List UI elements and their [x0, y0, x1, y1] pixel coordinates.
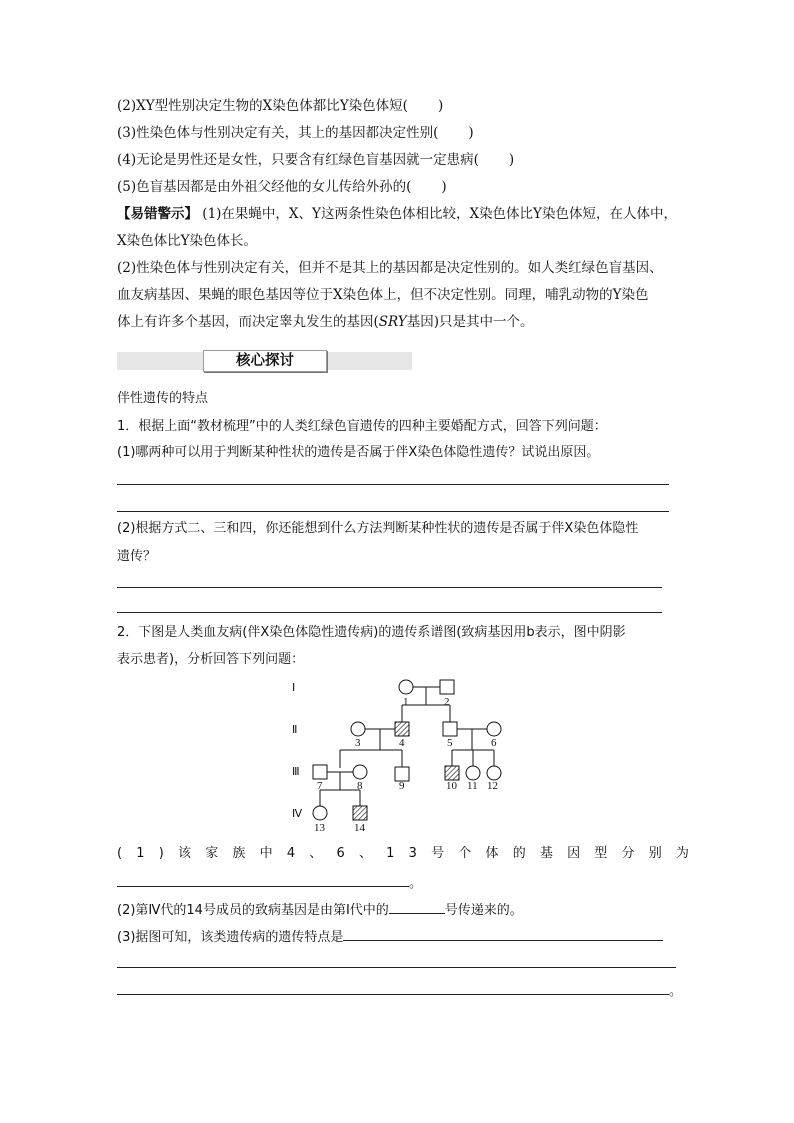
question-1-sub-1: (1)哪两种可以用于判断某种性状的遗传是否属于伴X染色体隐性遗传？试说出原因。	[117, 445, 600, 460]
individual-7-male	[313, 765, 327, 779]
individual-label: 12	[487, 780, 498, 792]
individual-label: 4	[399, 737, 405, 749]
individual-label: 5	[447, 737, 453, 749]
judgment-item-5: (5)色盲基因都是由外祖父经他的女儿传给外孙的( )	[117, 179, 447, 195]
individual-12-female	[487, 766, 501, 780]
question-2-stem-line-2: 表示患者)，分析回答下列问题：	[117, 652, 305, 667]
individual-label: 9	[399, 780, 405, 792]
individual-label: 13	[314, 822, 325, 834]
individual-14-affected-male	[353, 806, 367, 820]
warning-tag: 【易错警示】	[117, 206, 198, 222]
individual-label: 11	[467, 780, 478, 792]
warning-line-2: X染色体比Y染色体长。	[117, 233, 258, 249]
individual-label: 6	[491, 737, 497, 749]
judgment-item-2: (2)XY型性别决定生物的X染色体都比Y染色体短( )	[117, 98, 444, 114]
answer-line[interactable]	[117, 967, 676, 968]
individual-label: 10	[446, 780, 457, 792]
question-2-sub-3: (3)据图可知，该类遗传病的遗传特点是	[117, 926, 663, 947]
section-title: 核心探讨	[203, 350, 327, 372]
judgment-item-3: (3)性染色体与性别决定有关，其上的基因都决定性别( )	[117, 125, 474, 141]
answer-blank[interactable]	[343, 926, 663, 941]
answer-line[interactable]	[117, 612, 662, 613]
individual-label: 14	[354, 822, 365, 834]
individual-3-female	[351, 722, 365, 736]
answer-blank[interactable]	[117, 872, 409, 887]
question-2-sub-3-end: 。	[117, 980, 682, 1001]
question-2-sub-1: (1)该家族中4、6、13号个体的基因型分别为	[117, 846, 704, 861]
individual-label: 7	[317, 780, 323, 792]
warning-line-3: (2)性染色体与性别决定有关，但并不是其上的基因都是决定性别的。如人类红绿色盲基因、	[117, 260, 663, 276]
judgment-item-4: (4)无论是男性还是女性，只要含有红绿色盲基因就一定患病( )	[117, 152, 515, 168]
individual-label: 1	[403, 696, 409, 708]
generation-label-1: Ⅰ	[292, 682, 296, 694]
individual-label: 2	[444, 696, 450, 708]
generation-label-4: Ⅳ	[292, 808, 303, 820]
answer-line[interactable]	[117, 511, 669, 512]
individual-11-female	[466, 766, 480, 780]
answer-blank[interactable]	[389, 899, 445, 914]
individual-9-male	[395, 767, 409, 781]
subheading: 伴性遗传的特点	[117, 391, 209, 406]
question-1-sub-2-line-2: 遗传？	[117, 549, 157, 564]
individual-8-female	[353, 765, 367, 779]
individual-label: 8	[357, 780, 363, 792]
answer-line[interactable]	[117, 587, 662, 588]
individual-6-female	[487, 722, 501, 736]
warning-line-5: 体上有许多个基因，而决定睾丸发生的基因(SRY基因)只是其中一个。	[117, 314, 534, 330]
individual-10-affected-male	[445, 766, 459, 780]
warning-line-1: 【易错警示】 (1)在果蝇中，X、Y这两条性染色体相比较，X染色体比Y染色体短，在人体中，	[117, 206, 677, 222]
warning-line-4: 血友病基因、果蝇的眼色基因等位于X染色体上，但不决定性别。同理，哺乳动物的Y染色	[117, 287, 649, 303]
generation-label-2: Ⅱ	[292, 724, 298, 736]
pedigree-chart	[280, 675, 520, 835]
question-2-stem-line-1: 2．下图是人类血友病(伴X染色体隐性遗传病)的遗传系谱图(致病基因用b表示，图中阴影	[117, 625, 626, 640]
question-2-sub-1-answer: 。	[117, 872, 422, 893]
generation-label-3: Ⅲ	[292, 766, 300, 778]
question-1-stem: 1．根据上面“教材梳理”中的人类红绿色盲遗传的四种主要婚配方式，回答下列问题：	[117, 419, 607, 434]
question-1-sub-2-line-1: (2)根据方式二、三和四，你还能想到什么方法判断某种性状的遗传是否属于伴X染色体隐性	[117, 521, 639, 536]
individual-1-female	[399, 680, 413, 694]
individual-label: 3	[355, 737, 361, 749]
individual-4-affected-male	[395, 722, 409, 736]
answer-line[interactable]	[117, 484, 669, 485]
individual-2-male	[440, 680, 454, 694]
answer-blank[interactable]	[117, 980, 669, 995]
individual-13-female	[313, 806, 327, 820]
individual-5-male	[443, 722, 457, 736]
generation-labels	[292, 682, 303, 820]
question-2-sub-2: (2)第Ⅳ代的14号成员的致病基因是由第Ⅰ代中的 号传递来的。	[117, 899, 523, 920]
